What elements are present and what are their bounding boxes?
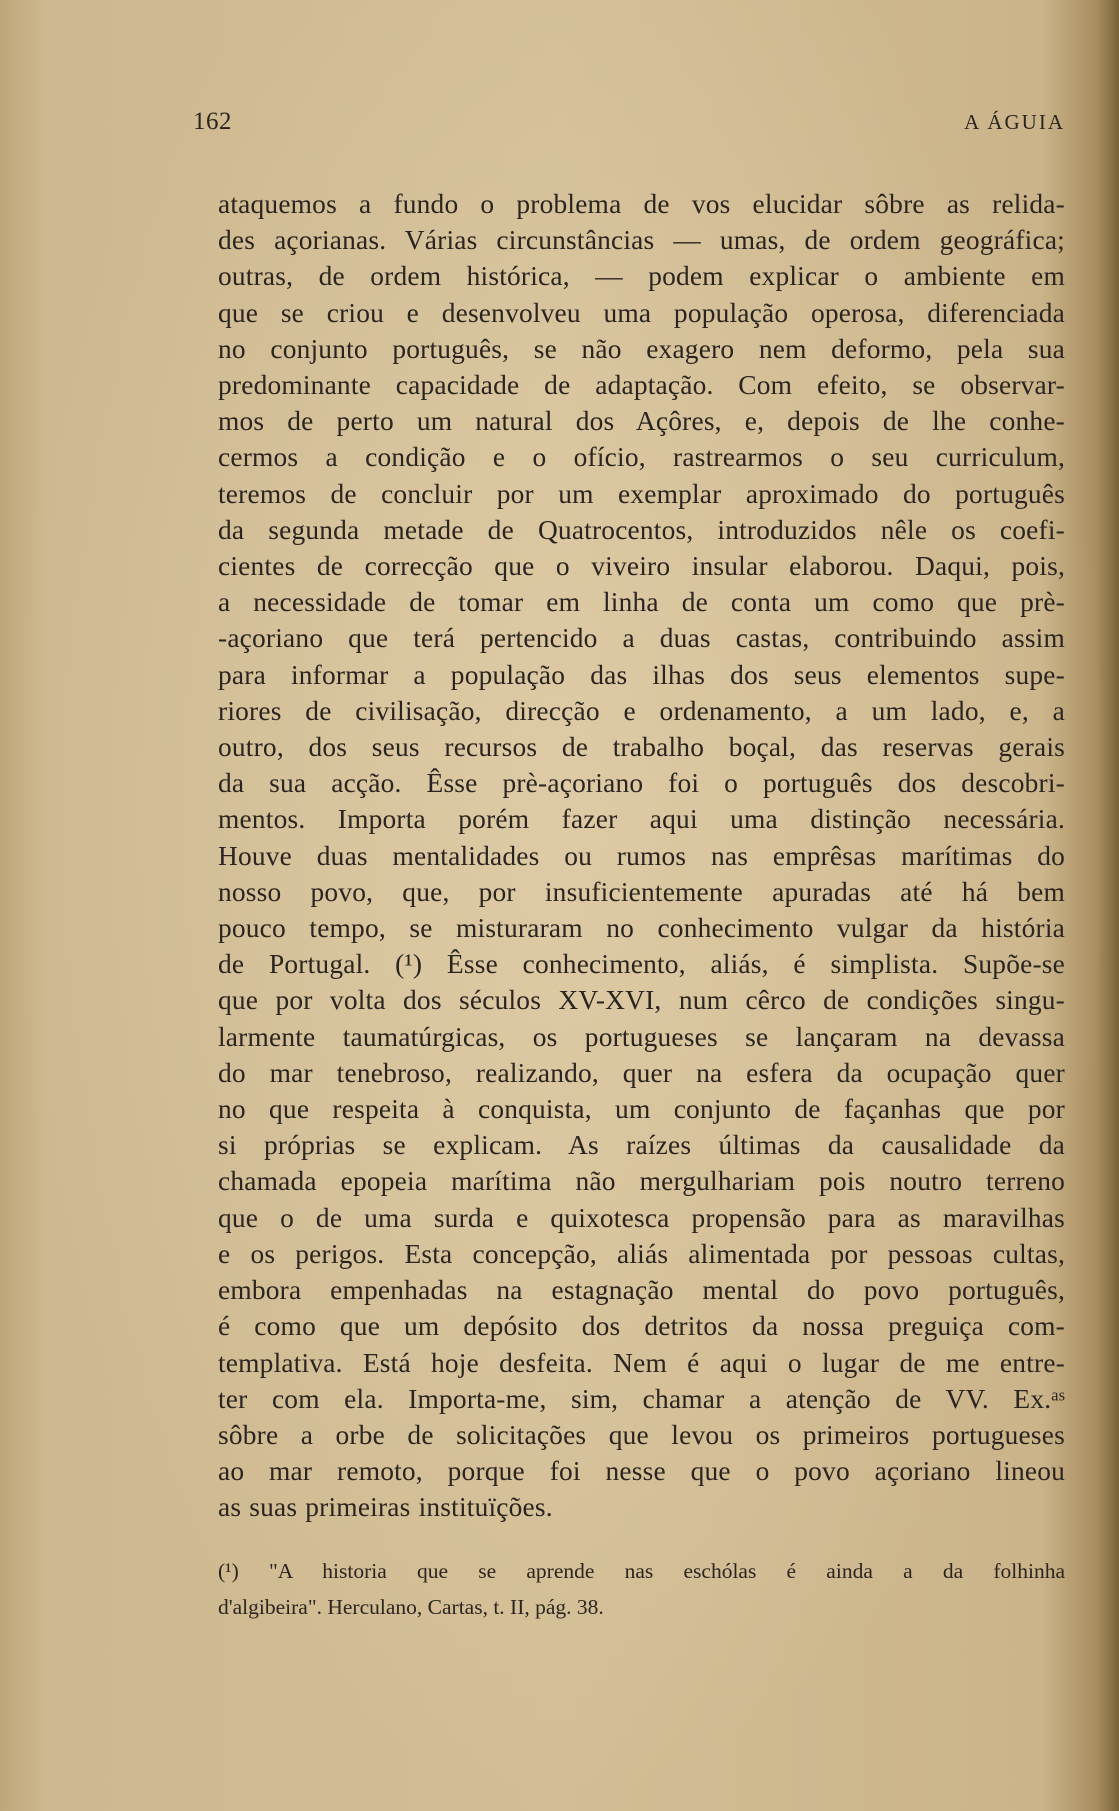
body-text [218, 186, 1065, 1526]
text-line: que o de uma surda e quixotesca propensão para as maravilhas [218, 1202, 1065, 1233]
text-line: mentos. Importa porém fazer aqui uma distinção necessária. [218, 804, 1065, 835]
text-line: nosso povo, que, por insuficientemente apuradas até há bem [218, 876, 1065, 907]
text-line: de Portugal. (¹) Êsse conhecimento, aliás, é simplista. Supõe-se [218, 949, 1065, 980]
text-line: da segunda metade de Quatrocentos, introduzidos nêle os coefi- [218, 514, 1065, 545]
text-line: ataquemos a fundo o problema de vos elucidar sôbre as relida- [218, 189, 1065, 219]
text-line: as suas primeiras instituïções. [218, 1492, 553, 1523]
text-line: cermos a condição e o ofício, rastrearmos o seu curriculum, [218, 442, 1065, 473]
journal-title: A ÁGUIA [964, 110, 1065, 134]
text-line: teremos de concluir por um exemplar aproximado do português [218, 478, 1065, 509]
footnote-line: (¹) "A historia que se aprende nas eschólas é ainda a da folhinha [218, 1559, 1065, 1583]
text-line: para informar a população das ilhas dos seus elementos supe- [218, 659, 1065, 690]
text-line: Houve duas mentalidades ou rumos nas emprêsas marítimas do [218, 840, 1065, 871]
text-line: cientes de correcção que o viveiro insular elaborou. Daqui, pois, [218, 551, 1065, 582]
text-line: que se criou e desenvolveu uma população operosa, diferenciada [218, 297, 1065, 328]
text-line: templativa. Está hoje desfeita. Nem é aqui o lugar de me entre- [218, 1347, 1065, 1378]
text-line: a necessidade de tomar em linha de conta um como que prè- [218, 587, 1065, 618]
text-line: ao mar remoto, porque foi nesse que o povo açoriano lineou [218, 1456, 1065, 1487]
text-line: predominante capacidade de adaptação. Com efeito, se observar- [218, 370, 1065, 401]
footnote-line: d'algibeira". Herculano, Cartas, t. II, pág. 38. [218, 1595, 604, 1619]
text-line: no que respeita à conquista, um conjunto de façanhas que por [218, 1094, 1065, 1125]
text-line: si próprias se explicam. As raízes últimas da causalidade da [218, 1130, 1065, 1161]
text-line: e os perigos. Esta concepção, aliás alimentada por pessoas cultas, [218, 1238, 1065, 1269]
text-line: des açorianas. Várias circunstâncias — umas, de ordem geográfica; [218, 225, 1065, 256]
text-line: mos de perto um natural dos Açôres, e, depois de lhe conhe- [218, 406, 1065, 437]
text-line: pouco tempo, se misturaram no conhecimento vulgar da história [218, 913, 1065, 944]
page-number: 162 [193, 108, 232, 135]
text-line: chamada epopeia marítima não mergulhariam pois noutro terreno [218, 1166, 1065, 1197]
text-line: riores de civilisação, direcção e ordenamento, a um lado, e, a [218, 695, 1065, 726]
text-line: é como que um depósito dos detritos da nossa preguiça com- [218, 1311, 1065, 1342]
text-line: do mar tenebroso, realizando, quer na esfera da ocupação quer [218, 1057, 1065, 1088]
text-line: ter com ela. Importa-me, sim, chamar a atenção de VV. Ex.ᵃˢ [218, 1383, 1065, 1414]
text-line: larmente taumatúrgicas, os portugueses se lançaram na devassa [218, 1021, 1065, 1052]
text-line: -açoriano que terá pertencido a duas castas, contribuindo assim [218, 623, 1065, 654]
text-line: outro, dos seus recursos de trabalho boçal, das reservas gerais [218, 732, 1065, 763]
text-line: que por volta dos séculos XV-XVI, num cêrco de condições singu- [218, 985, 1065, 1016]
footnote [218, 1553, 1065, 1625]
text-line: embora empenhadas na estagnação mental do povo português, [218, 1275, 1065, 1306]
running-head [193, 108, 1065, 144]
text-line: da sua acção. Êsse prè-açoriano foi o português dos descobri- [218, 768, 1065, 799]
text-line: sôbre a orbe de solicitações que levou os primeiros portugueses [218, 1419, 1065, 1450]
text-line: no conjunto português, se não exagero nem deformo, pela sua [218, 333, 1065, 364]
text-line: outras, de ordem histórica, — podem explicar o ambiente em [218, 261, 1065, 292]
